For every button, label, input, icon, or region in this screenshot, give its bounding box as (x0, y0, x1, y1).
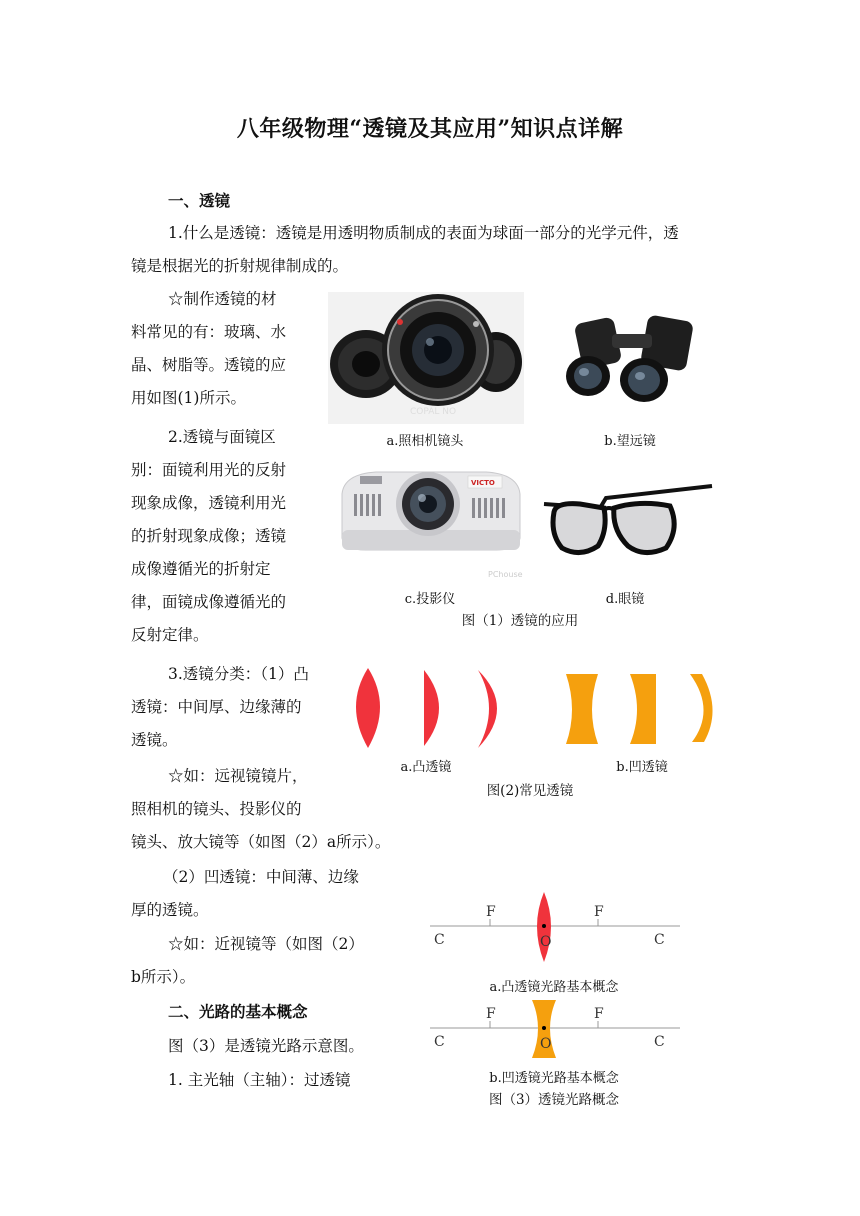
figure2-lenses (350, 666, 720, 750)
text-diff-line: 成像遵循光的折射定 (131, 560, 271, 578)
focus-label-right: F (594, 904, 604, 920)
meniscus-lens-shape (478, 670, 497, 748)
figure3b-concave-diagram (430, 996, 680, 1064)
paragraph-what-is-lens-line1: 1.什么是透镜：透镜是用透明物质制成的表面为球面一部分的光学元件，透 (168, 224, 679, 242)
caption-camera-lens: a.照相机镜头 (386, 434, 464, 449)
center-label-left: C (434, 932, 445, 948)
caption-telescope: b.望远镜 (604, 434, 656, 449)
paragraph-figure3-intro: 图（3）是透镜光路示意图。 (168, 1037, 364, 1055)
text-diff-line: 反射定律。 (131, 626, 209, 644)
plano-convex-lens-shape (424, 670, 439, 746)
caption-convex-lens: a.凸透镜 (400, 760, 452, 775)
text-class-line: 透镜：中间厚、边缘薄的 (131, 698, 302, 716)
text-class-line: 3.透镜分类：（1）凸 (168, 665, 309, 683)
optical-center-label: O (540, 1036, 552, 1052)
lens-ring-text: COPAL NO (410, 407, 457, 417)
figure1-caption: 图（1）透镜的应用 (461, 613, 579, 629)
text-convex-example-line: ☆如：远视镜镜片， (168, 767, 308, 785)
binoculars-image (560, 308, 710, 408)
text-material-line: ☆制作透镜的材 (168, 290, 277, 308)
text-material-line: 晶、树脂等。透镜的应 (131, 356, 287, 374)
text-concave-line: （2）凹透镜：中间薄、边缘 (163, 868, 359, 886)
optical-center-dot (542, 1026, 546, 1030)
figure3a-convex-diagram (430, 888, 680, 968)
concave-meniscus-lens-shape (690, 674, 713, 742)
text-concave-example-line: b所示）。 (131, 968, 196, 986)
text-convex-example-line: 镜头、放大镜等（如图（2）a所示）。 (131, 833, 391, 851)
center-label-right: C (654, 1034, 665, 1050)
center-label-left: C (434, 1034, 445, 1050)
text-diff-line: 2.透镜与面镜区 (168, 428, 276, 446)
watermark-text: PChouse (488, 570, 523, 579)
text-material-line: 料常见的有：玻璃、水 (131, 323, 287, 341)
focus-label-left: F (486, 1006, 496, 1022)
plano-concave-lens-shape (630, 674, 656, 744)
caption-projector: c.投影仪 (404, 592, 456, 607)
caption-glasses: d.眼镜 (605, 592, 645, 607)
text-diff-line: 别：面镜利用光的反射 (131, 461, 287, 479)
projector-image (336, 464, 524, 558)
projector-brand-label: VICTO (471, 479, 495, 487)
text-diff-line: 律，面镜成像遵循光的 (131, 593, 287, 611)
glasses-image (540, 484, 714, 564)
focus-label-right: F (594, 1006, 604, 1022)
text-concave-line: 厚的透镜。 (131, 901, 209, 919)
focus-label-left: F (486, 904, 496, 920)
text-diff-line: 现象成像，透镜利用光 (131, 494, 287, 512)
page-title: 八年级物理“透镜及其应用”知识点详解 (236, 116, 624, 142)
biconvex-lens-shape (356, 668, 380, 748)
paragraph-what-is-lens-line2: 镜是根据光的折射规律制成的。 (131, 257, 349, 275)
optical-center-label: O (540, 934, 552, 950)
section-heading-lens: 一、透镜 (168, 191, 231, 210)
figure3-caption: 图（3）透镜光路概念 (488, 1092, 620, 1108)
text-concave-example-line: ☆如：近视镜等（如图（2） (168, 935, 364, 953)
camera-lens-image (328, 292, 524, 424)
caption-concave-lens: b.凹透镜 (616, 760, 668, 775)
caption-convex-optics: a.凸透镜光路基本概念 (489, 980, 619, 995)
text-diff-line: 的折射现象成像；透镜 (131, 527, 287, 545)
paragraph-principal-axis: 1. 主光轴（主轴）：过透镜 (168, 1071, 351, 1089)
optical-center-dot (542, 924, 546, 928)
center-label-right: C (654, 932, 665, 948)
text-convex-example-line: 照相机的镜头、投影仪的 (131, 800, 302, 818)
caption-concave-optics: b.凹透镜光路基本概念 (489, 1071, 619, 1086)
text-class-line: 透镜。 (131, 731, 178, 749)
figure2-caption: 图(2)常见透镜 (486, 783, 574, 799)
text-material-line: 用如图(1)所示。 (131, 389, 246, 407)
section-heading-optics: 二、光路的基本概念 (168, 1002, 308, 1021)
biconcave-lens-shape (566, 674, 598, 744)
